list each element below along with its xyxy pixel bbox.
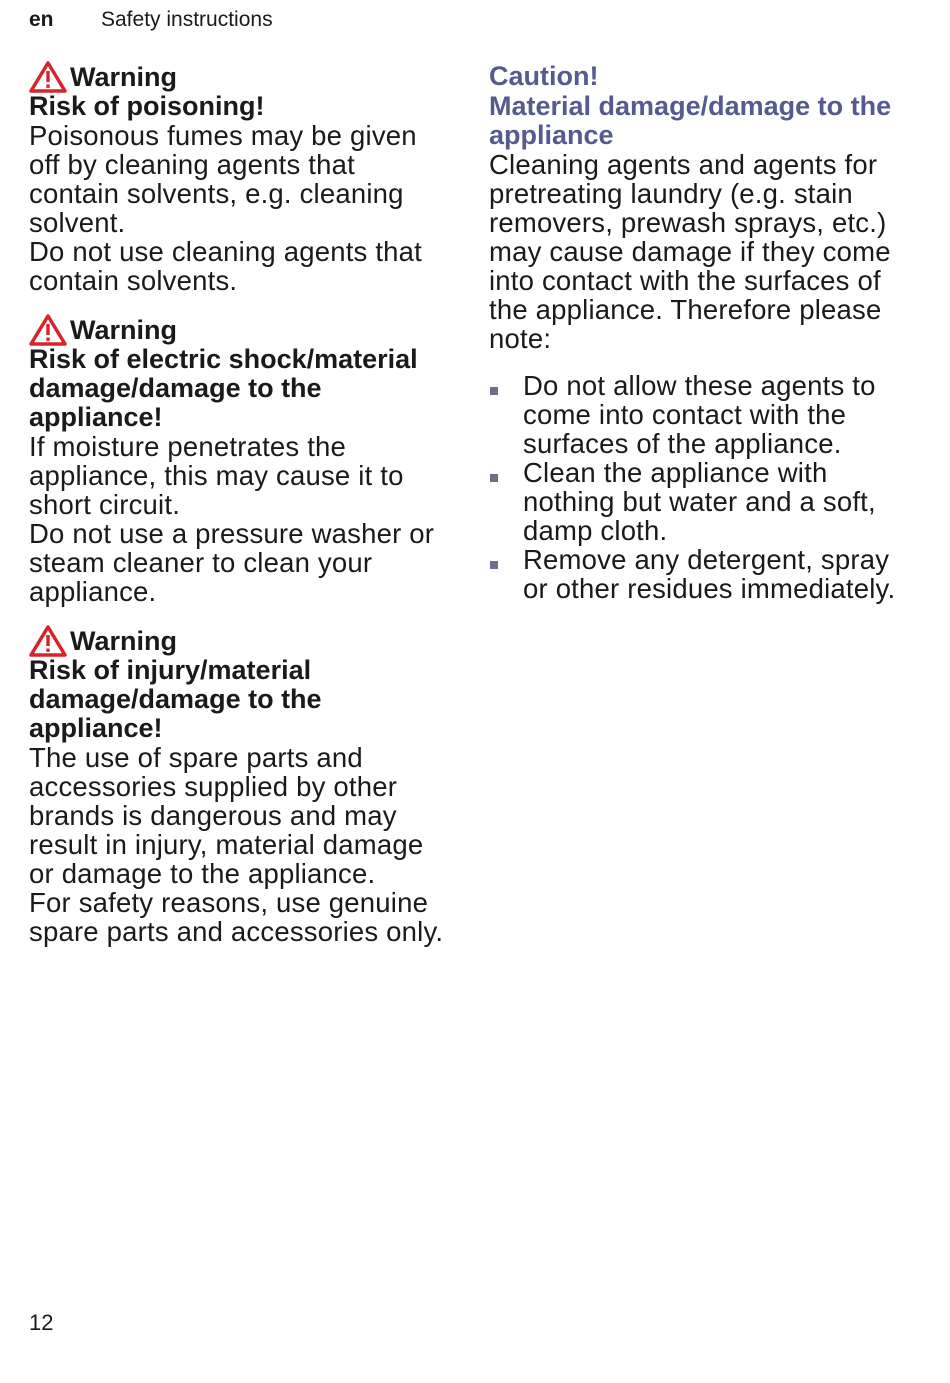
warning-label: Warning xyxy=(70,62,177,92)
warning-label: Warning xyxy=(70,626,177,656)
caution-label: Caution! xyxy=(489,61,599,91)
left-column xyxy=(29,60,449,964)
bullet-text: Clean the appliance with nothing but water and a soft, damp cloth. xyxy=(523,457,876,546)
right-column xyxy=(489,60,914,621)
square-bullet-icon xyxy=(490,474,498,482)
square-bullet-icon xyxy=(490,387,498,395)
caution-title: Material damage/damage to the appliance xyxy=(489,91,892,150)
warning-paragraph: The use of spare parts and accessories supplied by other brands is dangerous and may result in injury, material damage or damage to the appliance. xyxy=(29,742,424,889)
warning-block-poisoning xyxy=(29,60,449,295)
warning-block-electric-shock xyxy=(29,313,449,606)
bullet-text: Do not allow these agents to come into contact with the surfaces of the appliance. xyxy=(523,370,876,459)
list-item xyxy=(489,371,914,458)
risk-title: Risk of electric shock/material damage/damage to the appliance! xyxy=(29,344,418,432)
warning-heading xyxy=(29,313,449,347)
warning-paragraph: If moisture penetrates the appliance, this may cause it to short circuit. xyxy=(29,431,404,520)
section-title: Safety instructions xyxy=(101,8,273,31)
warning-heading xyxy=(29,624,449,658)
caution-bullet-list xyxy=(489,371,914,603)
caution-paragraph: Cleaning agents and agents for pretreating laundry (e.g. stain removers, prewash sprays, etc.) may cause damage if they come into contact with the surfaces of the appliance. Therefore please note: xyxy=(489,149,891,354)
warning-heading xyxy=(29,60,449,94)
warning-paragraph: Do not use cleaning agents that contain solvents. xyxy=(29,236,422,296)
warning-triangle-icon xyxy=(29,625,67,657)
warning-paragraph: For safety reasons, use genuine spare parts and accessories only. xyxy=(29,887,444,947)
risk-title: Risk of injury/material damage/damage to the appliance! xyxy=(29,655,322,743)
square-bullet-icon xyxy=(490,561,498,569)
warning-triangle-icon xyxy=(29,314,67,346)
warning-paragraph: Do not use a pressure washer or steam cleaner to clean your appliance. xyxy=(29,518,435,607)
caution-block xyxy=(489,60,914,603)
language-code: en xyxy=(29,8,54,31)
warning-label: Warning xyxy=(70,315,177,345)
list-item xyxy=(489,458,914,545)
warning-block-injury xyxy=(29,624,449,946)
risk-title: Risk of poisoning! xyxy=(29,91,265,121)
warning-paragraph: Poisonous fumes may be given off by cleaning agents that contain solvents, e.g. cleaning solvent. xyxy=(29,120,417,238)
page-header xyxy=(29,8,273,32)
warning-triangle-icon xyxy=(29,61,67,93)
page-number: 12 xyxy=(29,1310,54,1335)
list-item xyxy=(489,545,914,603)
bullet-text: Remove any detergent, spray or other residues immediately. xyxy=(523,544,896,604)
